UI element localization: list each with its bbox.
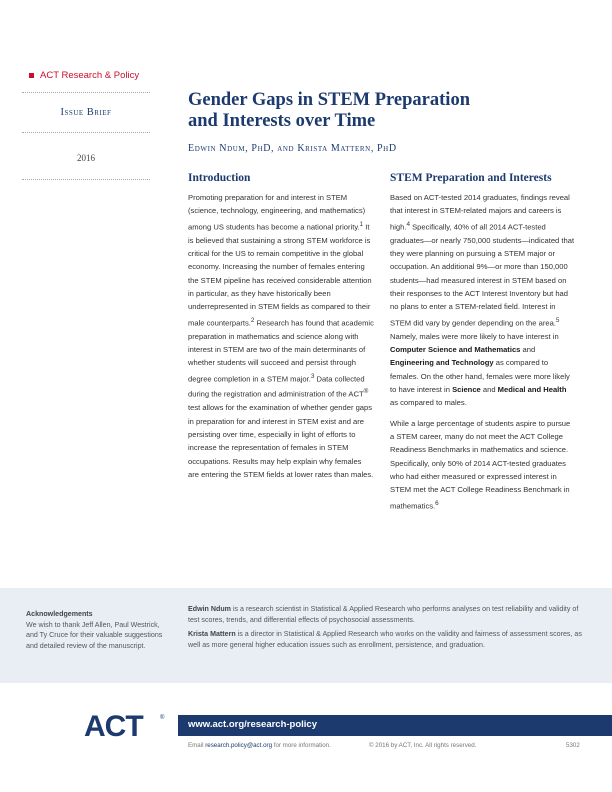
email-line: Email research.policy@act.org for more information. [188,742,331,749]
acknowledgements [26,609,168,651]
title-line-2: and Interests over Time [188,111,376,131]
act-logo [84,710,174,740]
publication-year: 2016 [77,153,95,163]
svg-text:ACT: ACT [84,710,143,740]
title-line-1: Gender Gaps in STEM Preparation [188,90,470,110]
page-title [188,90,588,132]
stem-heading: STEM Preparation and Interests [390,172,552,184]
copyright: © 2016 by ACT, Inc. All rights reserved. [369,742,477,749]
bio-ndum: Edwin Ndum is a research scientist in Statistical & Applied Research who performs analyses on test reliability and validity of test scores, trends, and differential effects of psychosocial assessments. [188,605,579,624]
stem-paragraph-2: While a large percentage of students aspire to pursue a STEM career, many do not meet the ACT College Readiness Benchmarks in mathematics and science. Specifically, only 50% of 2014 ACT-tested graduates who had either measured or expressed interest in STEM met the ACT College Readiness Benchmark in mathematics.$^6$ [390,418,571,511]
acknowledgements-text: We wish to thank Jeff Allen, Paul Westrick, and Ty Cruce for their valuable suggestions and detailed review of the manuscript. [26,620,163,650]
footer [188,742,588,752]
email-link[interactable]: research.policy@act.org [205,742,273,749]
author-bios [188,604,588,650]
document-code: 5302 [566,742,580,749]
stem-section [390,172,576,513]
introduction-section [188,172,374,481]
brand-text: ACT Research & Policy [40,69,140,81]
introduction-heading: Introduction [188,172,251,184]
sidebar-divider-bottom [22,179,150,180]
stem-paragraph-1: Based on ACT-tested 2014 graduates, findings reveal that interest in STEM-related majors and careers is high.$^4$ Specifically, 40% of all 2014 ACT-tested graduates—or nearly 750,000 students—indicated that they were planning on pursuing a STEM major or occupation. An additional 9%—or more than 150,000 students—had measured interest in STEM based on their responses to the ACT Interest Inventory but had no plans to enter a STEM-related field. Interest in STEM did vary by gender depending on the area.$^5$ Namely, males were more likely to have interest in Computer Science and Mathematics and Engineering and Technology as compared to females. On the other hand, females were more likely to have interest in Science and Medical and Health as compared to males. [390,193,575,408]
website-link[interactable]: www.act.org/research-policy [178,715,612,736]
brand-label [22,66,150,84]
sidebar-divider-top [22,92,150,93]
bio-mattern: Krista Mattern is a director in Statistical & Applied Research who works on the validity and fairness of assessment scores, as well as more general higher education issues such as enrollment, persistence, and graduation. [188,630,582,649]
svg-text:®: ® [160,715,165,721]
authors-line: Edwin Ndum, PhD, and Krista Mattern, PhD [188,143,397,154]
introduction-paragraph: Promoting preparation for and interest in STEM (science, technology, engineering, and mathematics) among US students has become a national priority.$^1$ It is believed that sustaining a strong STEM workforce is critical for the US to remain competitive in the global economy. Increasing the number of females entering the STEM pipeline has received considerable attention in particular, as they have historically been underrepresented in STEM fields as compared to their male counterparts.$^2$ Research has found that academic preparation in mathematics and science along with interest in STEM are two of the main determinants of whether students will succeed and persist through degree completion in a STEM major.$^3$ Data collected during the registration and administration of the ACT® test allows for the examination of whether gender gaps in preparation for and interest in STEM exist and are persisting over time, especially in light of efforts to increase the representation of females in STEM occupations. Results may help explain why females are entering the STEM fields at lower rates than males. [188,193,374,479]
doc-type-label: Issue Brief [60,107,112,118]
sidebar [22,66,150,180]
sidebar-divider-middle [22,132,150,133]
red-square-icon [29,73,34,78]
acknowledgements-heading: Acknowledgements [26,610,93,618]
